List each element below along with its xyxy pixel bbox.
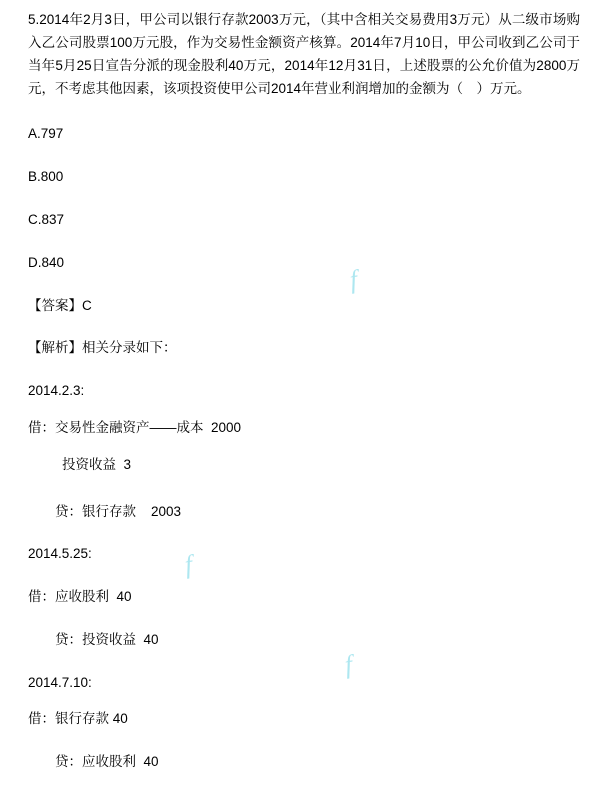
analysis-entry: 借：银行存款 40 [28, 711, 128, 726]
analysis-entry: 借：应收股利 40 [28, 589, 132, 604]
question-text [28, 8, 580, 100]
analysis-entry: 贷：应收股利 40 [55, 754, 159, 769]
analysis-entry: 借：交易性金融资产——成本 2000 [28, 420, 242, 435]
analysis-entry: 贷：投资收益 40 [55, 632, 159, 647]
option-d: D.840 [28, 255, 65, 270]
analysis-entry: 2014.2.3: [28, 383, 85, 398]
question-paragraph: 5.2014年2月3日，甲公司以银行存款2003万元，（其中含相关交易费用3万元）从二级市场购入乙公司股票100万元股，作为交易性金额资产核算。2014年7月10日，甲公司收到乙公司于当年5月25日宣告分派的现金股利40万元，2014年12月31日，上述股票的公允价值为2800万元，不考虑其他因素，该项投资使甲公司2014年营业利润增加的金额为（ ）万元。 [28, 12, 580, 96]
option-a: A.797 [28, 126, 64, 141]
analysis-entry: 2014.5.25: [28, 546, 92, 561]
analysis-entry: 2014.7.10: [28, 675, 92, 690]
analysis-label: 【解析】相关分录如下： [28, 340, 177, 355]
option-b: B.800 [28, 169, 64, 184]
watermark-mark: f [182, 549, 195, 580]
watermark-mark: f [347, 264, 360, 295]
answer-line: 【答案】C [28, 298, 92, 313]
watermark-mark: f [342, 649, 355, 680]
analysis-entry: 投资收益 3 [62, 457, 132, 472]
option-c: C.837 [28, 212, 65, 227]
analysis-entry: 贷：银行存款 2003 [55, 504, 182, 519]
